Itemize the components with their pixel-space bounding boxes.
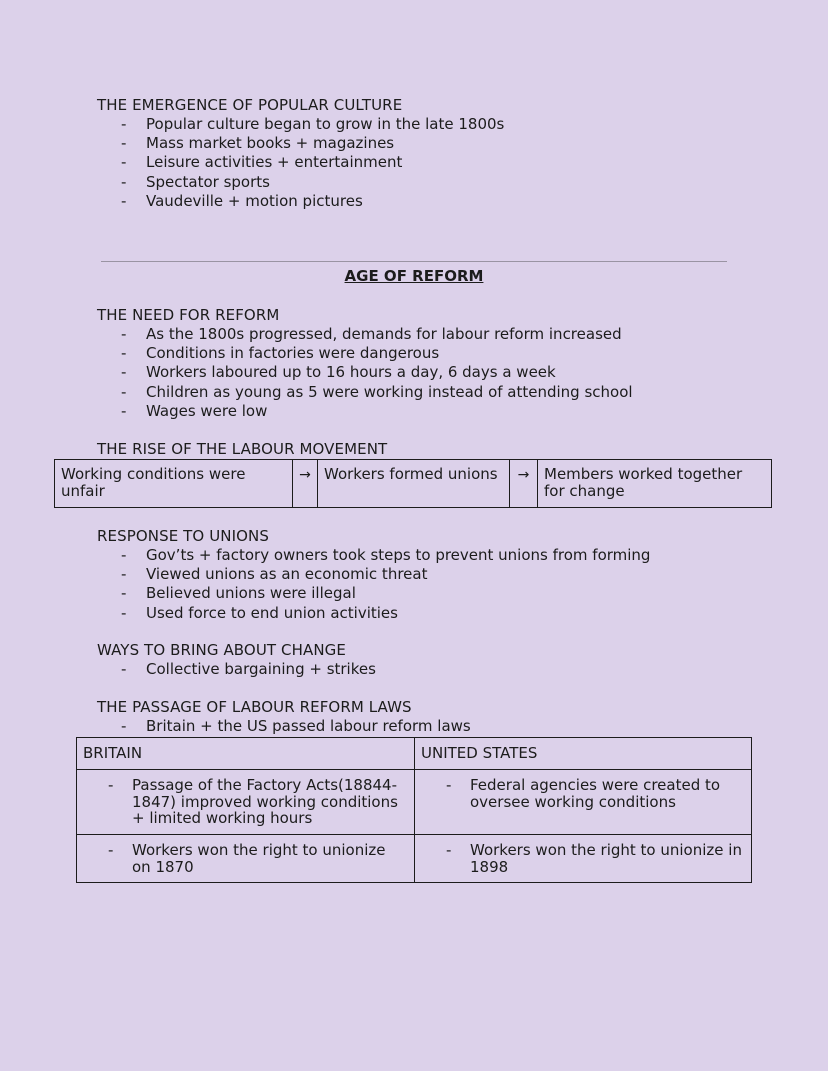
- table-row: [77, 770, 752, 835]
- reform-laws-list: [97, 717, 471, 736]
- table-cell: [77, 770, 415, 835]
- section-heading-response-to-unions: RESPONSE TO UNIONS: [97, 527, 269, 545]
- flow-step: Working conditions were unfair: [61, 465, 246, 500]
- table-cell: [77, 835, 415, 883]
- table-header-row: [77, 738, 752, 770]
- list-item: - Popular culture began to grow in the late 1800s: [97, 115, 504, 134]
- popular-culture-list: [97, 115, 504, 211]
- labour-movement-flow: [54, 459, 772, 508]
- list-item: - Children as young as 5 were working instead of attending school: [97, 383, 633, 402]
- ways-to-change-list: [97, 660, 376, 679]
- section-divider: [101, 261, 727, 262]
- section-heading-popular-culture: THE EMERGENCE OF POPULAR CULTURE: [97, 96, 403, 114]
- flow-step: Members worked together for change: [544, 465, 743, 500]
- cell-bullet: - Workers won the right to unionize on 1870: [77, 842, 406, 875]
- section-heading-labour-movement: THE RISE OF THE LABOUR MOVEMENT: [97, 440, 388, 458]
- list-item: - Britain + the US passed labour reform laws: [97, 717, 471, 736]
- table-cell: [415, 835, 752, 883]
- page-title: AGE OF REFORM: [344, 267, 484, 285]
- list-item: - Workers laboured up to 16 hours a day, 6 days a week: [97, 363, 633, 382]
- list-item: - Collective bargaining + strikes: [97, 660, 376, 679]
- response-to-unions-list: [97, 546, 650, 623]
- list-item: - Wages were low: [97, 402, 633, 421]
- cell-bullet: - Federal agencies were created to oversee working conditions: [415, 777, 743, 810]
- cell-bullet: - Passage of the Factory Acts(18844-1847) improved working conditions + limited working hours: [77, 777, 406, 827]
- list-item: - Spectator sports: [97, 173, 504, 192]
- table-cell: [415, 770, 752, 835]
- list-item: - Conditions in factories were dangerous: [97, 344, 633, 363]
- list-item: - Vaudeville + motion pictures: [97, 192, 504, 211]
- list-item: - Mass market books + magazines: [97, 134, 504, 153]
- table-header-united-states: UNITED STATES: [415, 738, 752, 770]
- arrow-right-icon: →: [292, 460, 318, 507]
- need-for-reform-list: [97, 325, 633, 421]
- section-heading-reform-laws: THE PASSAGE OF LABOUR REFORM LAWS: [97, 698, 412, 716]
- list-item: - Believed unions were illegal: [97, 584, 650, 603]
- flow-step: Workers formed unions: [324, 465, 498, 483]
- table-row: [77, 835, 752, 883]
- reform-laws-table: [76, 737, 752, 883]
- arrow-right-icon: →: [509, 460, 538, 507]
- list-item: - Viewed unions as an economic threat: [97, 565, 650, 584]
- section-heading-need-for-reform: THE NEED FOR REFORM: [97, 306, 280, 324]
- section-heading-ways-to-change: WAYS TO BRING ABOUT CHANGE: [97, 641, 346, 659]
- cell-bullet: - Workers won the right to unionize in 1898: [415, 842, 743, 875]
- list-item: - As the 1800s progressed, demands for labour reform increased: [97, 325, 633, 344]
- list-item: - Gov’ts + factory owners took steps to prevent unions from forming: [97, 546, 650, 565]
- list-item: - Leisure activities + entertainment: [97, 153, 504, 172]
- list-item: - Used force to end union activities: [97, 604, 650, 623]
- table-header-britain: BRITAIN: [77, 738, 415, 770]
